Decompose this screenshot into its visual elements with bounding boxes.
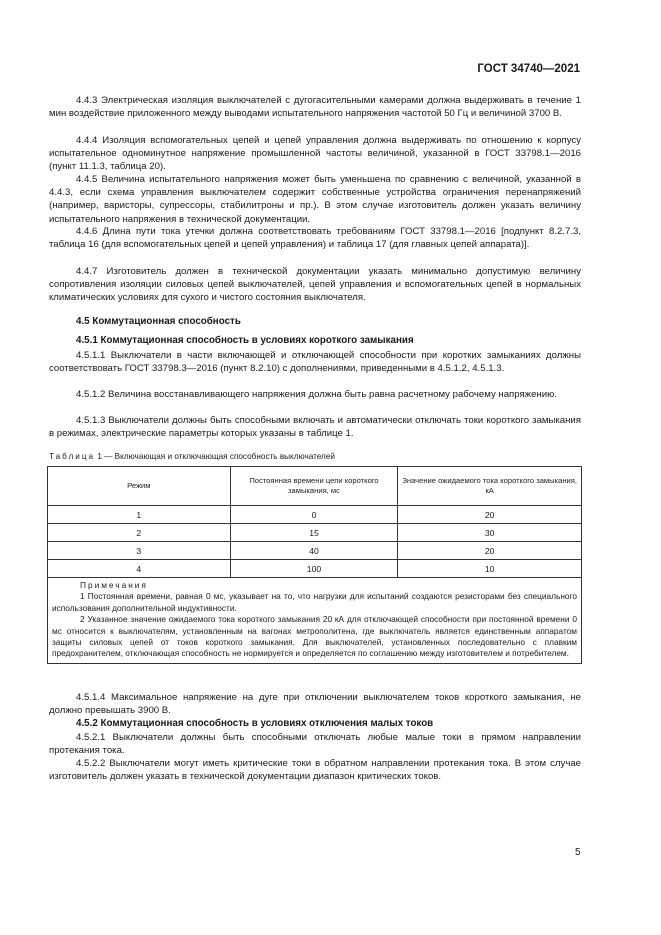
table-row bbox=[48, 506, 582, 524]
paragraph-4-4-6: 4.4.6 Длина пути тока утечки должна соответствовать требованиям ГОСТ 33798.1—2016 [подпункт 8.2.7.3, таблица 16 (для вспомогательных цепей и цепей управления) и таблица 17 (для главных цепей аппарата)]. bbox=[49, 226, 581, 251]
cell-mode: 1 bbox=[48, 506, 231, 524]
page-number: 5 bbox=[575, 847, 581, 858]
notes-title: Примечания bbox=[80, 580, 148, 590]
table-row bbox=[48, 560, 582, 578]
header-expected-current: Значение ожидаемого тока короткого замыкания, кА bbox=[398, 467, 582, 506]
table-notes bbox=[48, 578, 582, 664]
paragraph-4-5-1-2: 4.5.1.2 Величина восстанавливающего напряжения должна быть равна расчетному рабочему напряжению. bbox=[76, 389, 557, 400]
table-header-row bbox=[48, 467, 582, 506]
cell-mode: 2 bbox=[48, 524, 231, 542]
cell-time-constant: 100 bbox=[230, 560, 398, 578]
note-1: 1 Постоянная времени, равная 0 мс, указывает на то, что нагрузки для испытаний создаются резисторами без специального использования дополнительной индуктивности. bbox=[52, 591, 577, 613]
paragraph-4-5-2-2: 4.5.2.2 Выключатели могут иметь критические токи в обратном направлении протекания тока. В этом случае изготовитель должен указать в технической документации диапазон критических токов. bbox=[49, 758, 581, 783]
note-2: 2 Указанное значение ожидаемого тока короткого замыкания 20 кА для отключающей способности при постоянной времени 0 мс относится к выключателям, установленным на вагонах метрополитена, где выключатель является единственным аппаратом защиты силовых цепей от токов короткого замыкания. Для выключателей, установленных последовательно с плавким предохранителем, отключающая способность не нормируется и определяется по соглашению между изготовителем и потребителем. bbox=[52, 614, 577, 659]
section-heading-4-5-1: 4.5.1 Коммутационная способность в условиях короткого замыкания bbox=[76, 335, 414, 346]
cell-time-constant: 0 bbox=[230, 506, 398, 524]
section-heading-4-5: 4.5 Коммутационная способность bbox=[76, 316, 241, 327]
paragraph-4-4-4: 4.4.4 Изоляция вспомогательных цепей и цепей управления должна выдерживать по отношению к корпусу испытательное одноминутное напряжение промышленной частоты величиной, указанной в ГОСТ 33798.1—2016 (пункт 11.1.3, таблица 20). bbox=[49, 135, 581, 173]
document-header: ГОСТ 34740—2021 bbox=[477, 63, 580, 75]
header-time-constant: Постоянная времени цепи короткого замыкания, мс bbox=[230, 467, 398, 506]
table-row bbox=[48, 542, 582, 560]
cell-current: 20 bbox=[398, 506, 582, 524]
cell-time-constant: 40 bbox=[230, 542, 398, 560]
cell-mode: 3 bbox=[48, 542, 231, 560]
table-caption-label: Таблица bbox=[49, 452, 96, 461]
table-caption bbox=[49, 452, 335, 461]
breaking-capacity-table bbox=[47, 466, 582, 664]
paragraph-4-5-1-4: 4.5.1.4 Максимальное напряжение на дуге при отключении выключателем токов короткого замыкания, не должно превышать 3900 В. bbox=[49, 692, 581, 717]
paragraph-4-4-7: 4.4.7 Изготовитель должен в технической документации указать минимально допустимую величину сопротивления изоляции силовых цепей выключателей, цепей управления и вспомогательных цепей в нормальных климатических условиях для сухого и чистого состояния выключателя. bbox=[49, 266, 581, 304]
cell-mode: 4 bbox=[48, 560, 231, 578]
cell-current: 30 bbox=[398, 524, 582, 542]
paragraph-4-5-2-1: 4.5.2.1 Выключатели должны быть способными отключать любые малые токи в прямом направлении протекания тока. bbox=[49, 732, 581, 757]
paragraph-4-4-3: 4.4.3 Электрическая изоляция выключателей с дугогасительными камерами должна выдерживать в течение 1 мин воздействие приложенного между выводами испытательного напряжения частотой 50 Гц и величиной 3700 В. bbox=[49, 95, 581, 120]
cell-current: 10 bbox=[398, 560, 582, 578]
table-caption-text: 1 — Включающая и отключающая способность выключателей bbox=[97, 452, 335, 461]
table-row bbox=[48, 524, 582, 542]
table-notes-row bbox=[48, 578, 582, 664]
cell-current: 20 bbox=[398, 542, 582, 560]
header-mode: Режим bbox=[48, 467, 231, 506]
paragraph-4-5-1-3: 4.5.1.3 Выключатели должны быть способными включать и автоматически отключать токи короткого замыкания в режимах, электрические параметры которых указаны в таблице 1. bbox=[49, 415, 581, 440]
section-heading-4-5-2: 4.5.2 Коммутационная способность в условиях отключения малых токов bbox=[76, 718, 434, 729]
paragraph-4-5-1-1: 4.5.1.1 Выключатели в части включающей и отключающей способности при коротких замыканиях должны соответствовать ГОСТ 33798.3—2016 (пункт 8.2.10) с дополнениями, приведенными в 4.5.1.2, 4.5.1.3. bbox=[49, 350, 581, 375]
cell-time-constant: 15 bbox=[230, 524, 398, 542]
paragraph-4-4-5: 4.4.5 Величина испытательного напряжения может быть уменьшена по сравнению с величиной, указанной в 4.4.3, если схема управления выключателем содержит собственные устройства ограничения перенапряжений (например, варисторы, супрессоры, стабилитроны и пр.). В этом случае изготовитель должен указать величину испытательного напряжения в технической документации. bbox=[49, 174, 581, 225]
